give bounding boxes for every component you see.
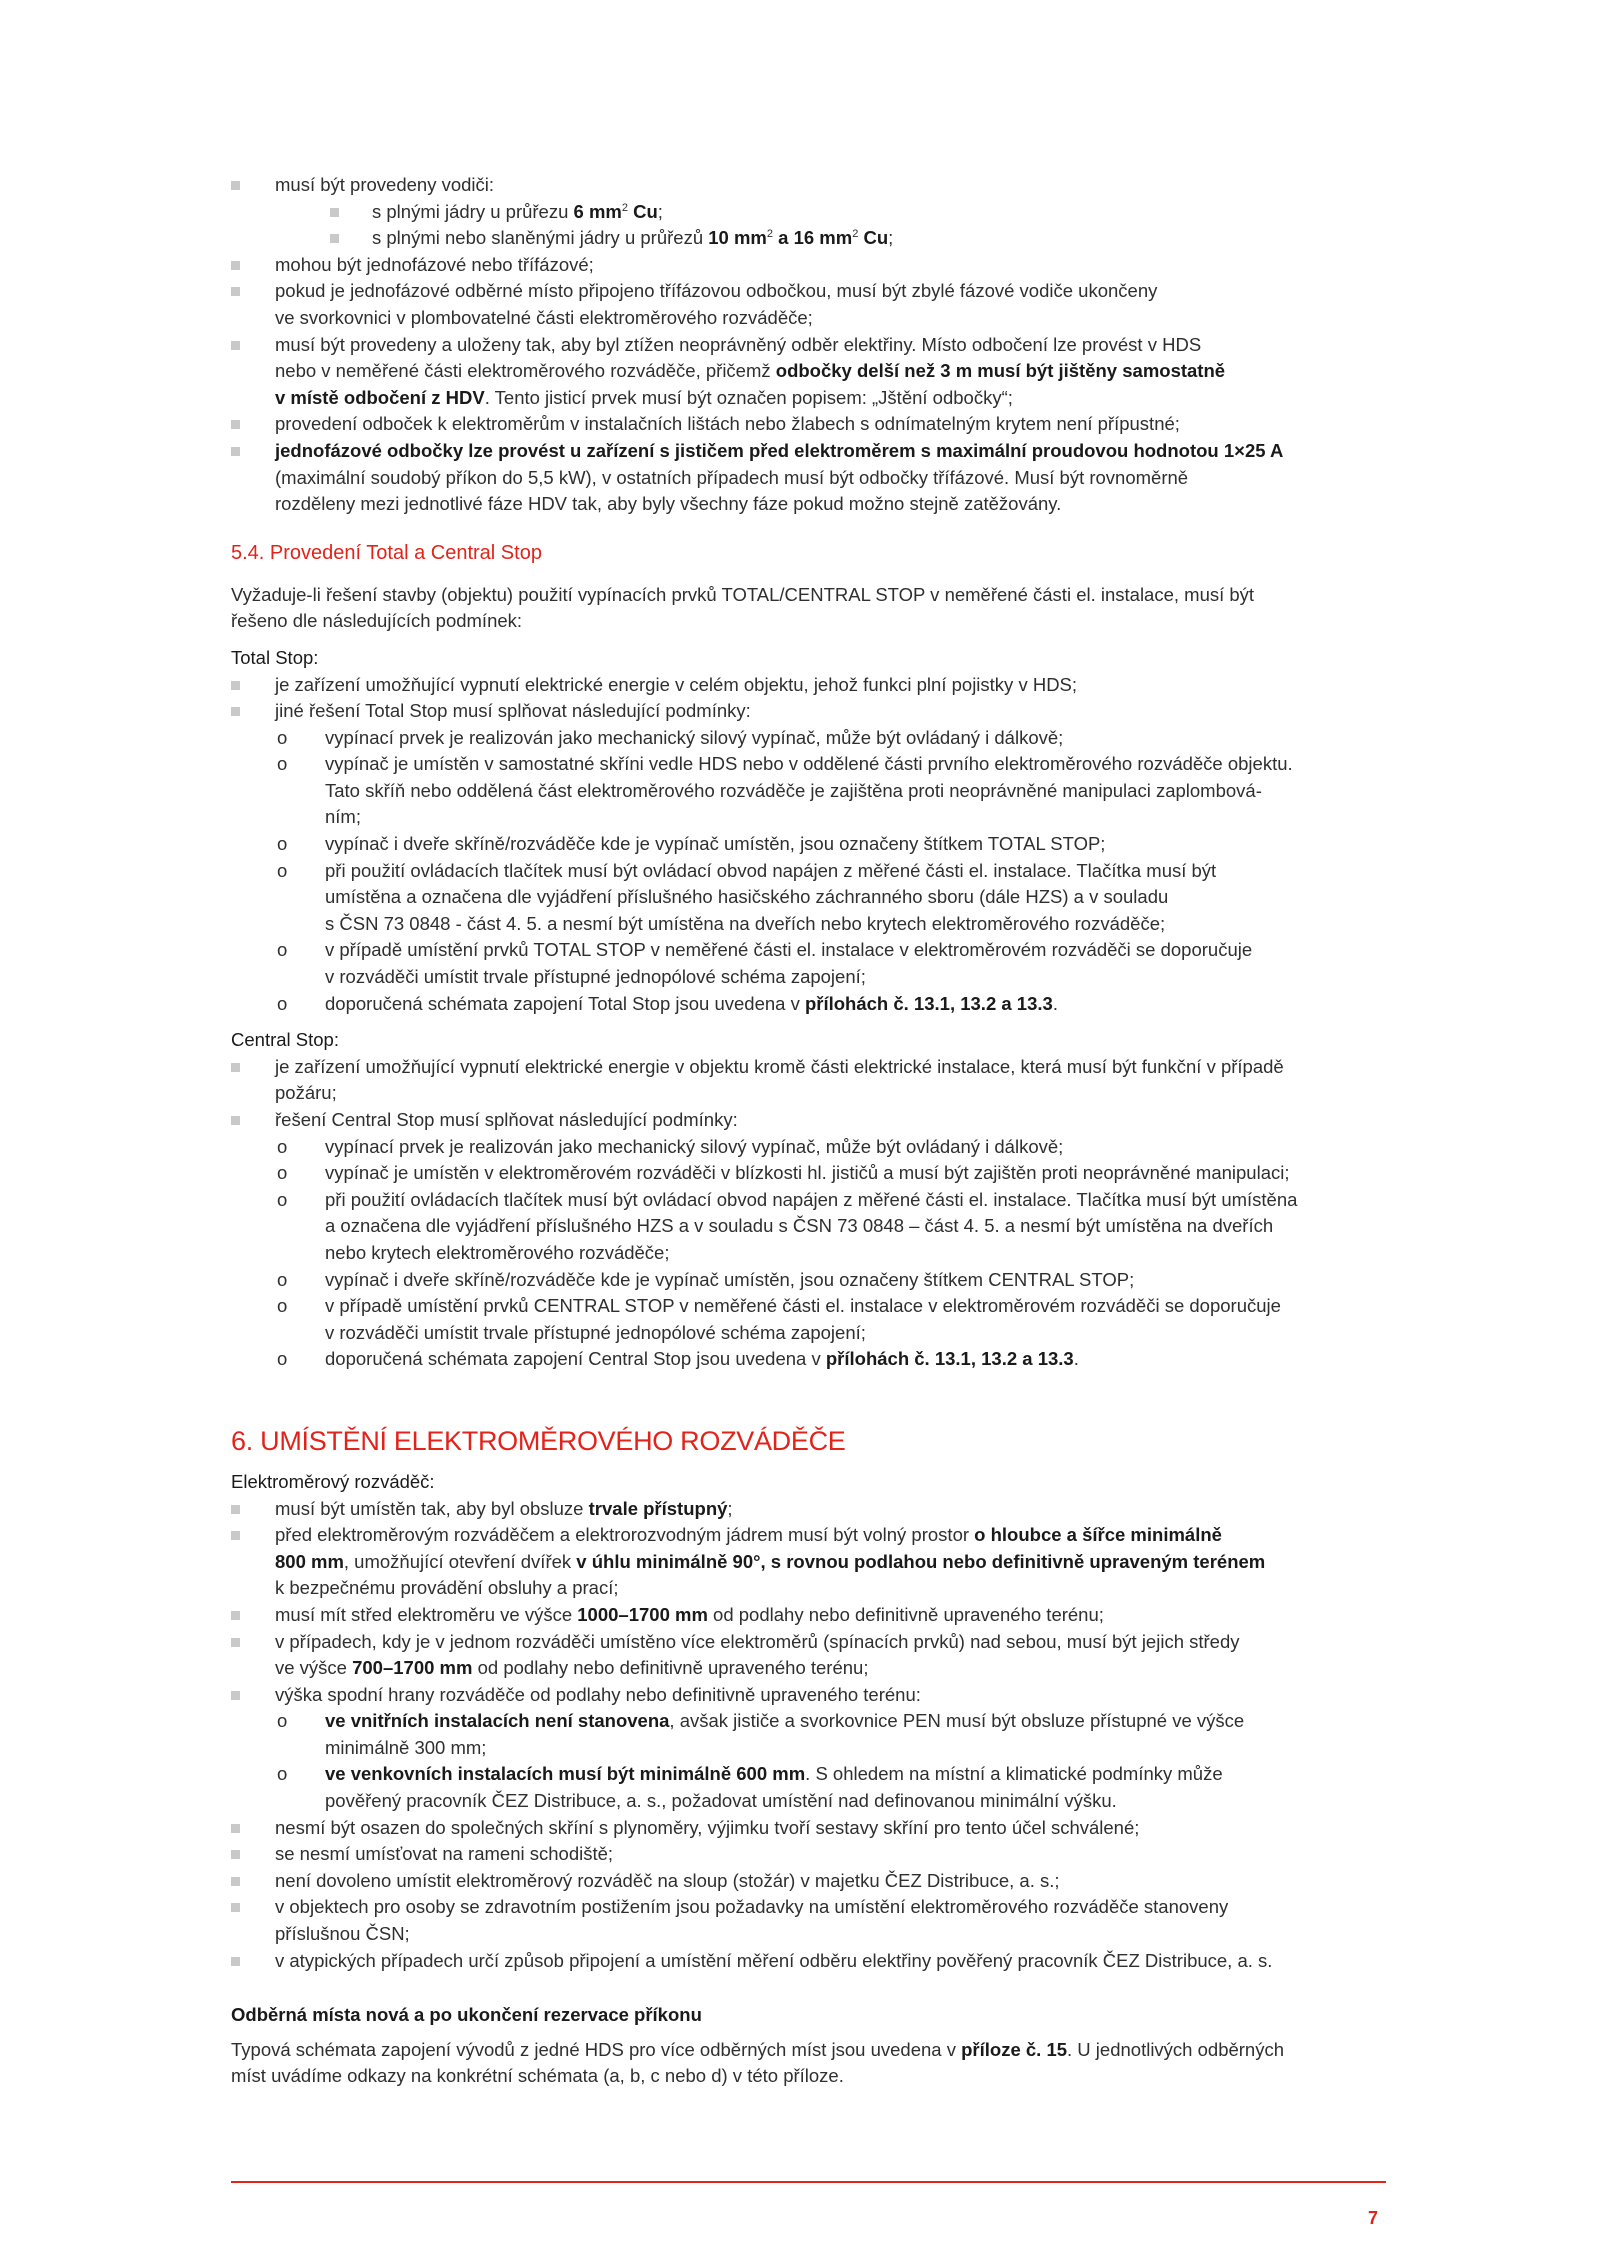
list-item: [231, 1267, 1386, 1294]
list-item-text: ;: [888, 227, 894, 249]
circle-bullet-icon: o: [277, 753, 288, 775]
list-item: [231, 438, 1386, 518]
meter-cabinet-list: [231, 1496, 1386, 1975]
list-item-text: s plnými nebo slaněnými jádry u průřezů: [372, 227, 709, 249]
circle-bullet-icon: o: [277, 1162, 288, 1184]
list-item-text: není dovoleno umístit elektroměrový rozváděč na sloup (stožár) v majetku ČEZ Distribuce, a. s.;: [275, 1869, 1060, 1891]
square-bullet-icon: [330, 208, 339, 217]
list-item: [231, 725, 1386, 752]
list-item-text: 2: [852, 228, 859, 241]
circle-bullet-icon: o: [277, 1188, 288, 1210]
circle-bullet-icon: o: [277, 992, 288, 1014]
list-item: [231, 1134, 1386, 1161]
square-bullet-icon: [231, 1531, 240, 1540]
list-item-text: mohou být jednofázové nebo třífázové;: [275, 253, 594, 275]
section-5-4-intro: [231, 582, 1386, 635]
list-item-text: v rozváděči umístit trvale přístupné jednopólové schéma zapojení;: [325, 1321, 866, 1343]
list-item-text: (maximální soudobý příkon do 5,5 kW), v ostatních případech musí být odbočky třífázové. Musí být rovnoměrně: [275, 466, 1189, 488]
list-item-text: nesmí být osazen do společných skříní s plynoměry, výjimku tvoří sestavy skříní pro tento účel schválené;: [275, 1816, 1140, 1838]
square-bullet-icon: [231, 1877, 240, 1886]
list-item-text: doporučená schémata zapojení Central Stop jsou uvedena v: [325, 1348, 826, 1370]
list-item-text: Tato skříň nebo oddělená část elektroměrového rozváděče je zajištěna proti neoprávněné manipulaci zaplombová-: [325, 779, 1262, 801]
square-bullet-icon: [231, 1957, 240, 1966]
list-item-text: řešení Central Stop musí splňovat následující podmínky:: [275, 1109, 738, 1130]
delivery-points-heading: Odběrná místa nová a po ukončení rezervace příkonu: [231, 2004, 702, 2026]
delivery-text-part: Typová schémata zapojení vývodů z jedné HDS pro více odběrných míst jsou uvedena v: [231, 2038, 962, 2060]
chapter-6-title: 6. UMÍSTĚNÍ ELEKTROMĚROVÉHO ROZVÁDĚČE: [231, 1425, 846, 1456]
list-item-text: provedení odboček k elektroměrům v instalačních lištách nebo žlabech s odnímatelným krytem není přípustné;: [275, 413, 1180, 435]
square-bullet-icon: [231, 261, 240, 270]
list-item-text: . S ohledem na místní a klimatické podmínky může: [805, 1763, 1223, 1785]
list-item-text: pověřený pracovník ČEZ Distribuce, a. s., požadovat umístění nad definovanou minimální výšku.: [325, 1790, 1117, 1812]
list-item: [231, 1054, 1386, 1107]
list-item-text: Cu: [858, 227, 889, 249]
list-item-text: umístěna a označena dle vyjádření příslušného hasičského záchranného sboru (dále HZS) a v souladu: [325, 886, 1169, 908]
square-bullet-icon: [231, 1063, 240, 1072]
list-item-text: 700–1700 mm: [352, 1657, 473, 1679]
list-item-text: 2: [621, 201, 628, 214]
square-bullet-icon: [231, 420, 240, 429]
list-item-text: je zařízení umožňující vypnutí elektrické energie v celém objektu, jehož funkci plní pojistky v HDS;: [275, 673, 1078, 695]
list-item-text: pokud je jednofázové odběrné místo připojeno třífázovou odbočkou, musí být zbylé fázové vodiče ukončeny: [275, 280, 1158, 302]
list-item-text: .: [1073, 1348, 1079, 1370]
list-item: [231, 991, 1386, 1018]
list-item-text: přílohách č. 13.1, 13.2 a 13.3: [804, 992, 1053, 1014]
list-item-text: a 16 mm: [773, 227, 853, 249]
list-item: [231, 199, 1386, 226]
list-item-text: se nesmí umísťovat na rameni schodiště;: [275, 1843, 614, 1865]
list-item-text: v případě umístění prvků CENTRAL STOP v neměřené části el. instalace v elektroměrovém rozváděči se doporučuje: [325, 1295, 1281, 1317]
list-item-text: jednofázové odbočky lze provést u zařízení s jističem před elektroměrem s maximální proudovou hodnotou 1×25 A: [275, 439, 1284, 461]
footer-divider: [231, 2181, 1386, 2183]
list-item: [231, 1160, 1386, 1187]
square-bullet-icon: [231, 1611, 240, 1620]
page-number: 7: [1368, 2208, 1379, 2228]
square-bullet-icon: [231, 1903, 240, 1912]
list-item: [231, 1522, 1386, 1602]
square-bullet-icon: [231, 181, 240, 190]
list-item-text: vypínač je umístěn v elektroměrovém rozváděči v blízkosti hl. jističů a musí být zajištěn proti neoprávněné manipulaci;: [325, 1162, 1290, 1184]
list-item-text: . Tento jisticí prvek musí být označen popisem: „Jštění odbočky“;: [484, 386, 1013, 408]
square-bullet-icon: [231, 341, 240, 350]
list-item: [231, 1602, 1386, 1629]
square-bullet-icon: [231, 1638, 240, 1647]
list-item-text: musí být umístěn tak, aby byl obsluze: [275, 1497, 589, 1519]
list-item-text: od podlahy nebo definitivně upraveného terénu;: [472, 1657, 869, 1679]
delivery-points-text: [231, 2037, 1386, 2090]
list-item-text: , umožňující otevření dvířek: [343, 1550, 577, 1572]
list-item: [231, 1948, 1386, 1975]
meter-cabinet-heading: Elektroměrový rozváděč:: [231, 1470, 435, 1492]
list-item-text: a označena dle vyjádření příslušného HZS a v souladu s ČSN 73 0848 – část 4. 5. a nesmí být umístěna na dveřích: [325, 1215, 1274, 1237]
list-item: [231, 278, 1386, 331]
list-item-text: od podlahy nebo definitivně upraveného terénu;: [707, 1603, 1104, 1625]
list-item-text: musí být provedeny vodiči:: [275, 174, 495, 195]
list-item-text: výška spodní hrany rozváděče od podlahy nebo definitivně upraveného terénu:: [275, 1683, 921, 1705]
list-item-text: v atypických případech určí způsob připojení a umístění měření odběru elektřiny pověřený pracovník ČEZ Distribuce, a. s.: [275, 1949, 1273, 1971]
list-item: [231, 1841, 1386, 1868]
square-bullet-icon: [231, 447, 240, 456]
list-item-text: ve venkovních instalacích musí být minimálně 600 mm: [325, 1763, 806, 1785]
list-item-text: rozděleny mezi jednotlivé fáze HDV tak, aby byly všechny fáze pokud možno stejně zatěžovány.: [275, 493, 1062, 515]
list-item: [231, 858, 1386, 938]
square-bullet-icon: [231, 707, 240, 716]
circle-bullet-icon: o: [277, 726, 288, 748]
circle-bullet-icon: o: [277, 1268, 288, 1290]
list-item: [231, 411, 1386, 438]
list-item: [231, 1346, 1386, 1373]
list-item: [231, 1708, 1386, 1761]
square-bullet-icon: [330, 234, 339, 243]
list-item-text: v místě odbočení z HDV: [275, 386, 485, 408]
list-item-text: jiné řešení Total Stop musí splňovat následující podmínky:: [275, 700, 751, 722]
list-item-text: 2: [766, 228, 773, 241]
list-item: [231, 252, 1386, 279]
intro-line-2: řešeno dle následujících podmínek:: [231, 610, 523, 632]
list-item-text: ve svorkovnici v plombovatelné části elektroměrového rozváděče;: [275, 306, 813, 328]
document-page: [231, 172, 1386, 2090]
list-item: [231, 698, 1386, 725]
circle-bullet-icon: o: [277, 1763, 288, 1785]
list-item-text: vypínací prvek je realizován jako mechanický silový vypínač, může být ovládaný i dálkově;: [325, 726, 1064, 748]
list-item-text: odbočky delší než 3 m musí být jištěny samostatně: [775, 360, 1226, 382]
conductor-requirements-list: [231, 172, 1386, 518]
list-item-text: musí být provedeny a uloženy tak, aby byl ztížen neoprávněný odběr elektřiny. Místo odbočení lze provést v HDS: [275, 333, 1202, 355]
square-bullet-icon: [231, 1116, 240, 1125]
square-bullet-icon: [231, 287, 240, 296]
list-item-text: příslušnou ČSN;: [275, 1923, 410, 1945]
appendix-reference: příloze č. 15: [961, 2038, 1068, 2060]
list-item-text: v případě umístění prvků TOTAL STOP v neměřené části el. instalace v elektroměrovém rozváděči se doporučuje: [325, 939, 1253, 961]
list-item-text: v úhlu minimálně 90°, s rovnou podlahou nebo definitivně upraveným terénem: [576, 1550, 1266, 1572]
circle-bullet-icon: o: [277, 1710, 288, 1732]
list-item: [231, 1629, 1386, 1682]
list-item: [231, 1815, 1386, 1842]
list-item-text: 1000–1700 mm: [577, 1603, 708, 1625]
list-item-text: .: [1052, 992, 1058, 1014]
square-bullet-icon: [231, 1824, 240, 1833]
list-item-text: ve výšce: [275, 1657, 353, 1679]
total-stop-list: [231, 672, 1386, 1018]
delivery-text-part: . U jednotlivých odběrných: [1067, 2038, 1285, 2060]
list-item-text: k bezpečnému provádění obsluhy a prací;: [275, 1577, 619, 1599]
list-item-text: před elektroměrovým rozváděčem a elektrorozvodným jádrem musí být volný prostor: [275, 1524, 975, 1546]
list-item-text: ním;: [325, 806, 361, 828]
circle-bullet-icon: o: [277, 1135, 288, 1157]
list-item-text: v případech, kdy je v jednom rozváděči umístěno více elektroměrů (spínacích prvků) nad sebou, musí být jejich středy: [275, 1630, 1240, 1652]
list-item-text: musí mít střed elektroměru ve výšce: [275, 1603, 578, 1625]
list-item: [231, 1761, 1386, 1814]
list-item: [231, 1868, 1386, 1895]
list-item: [231, 672, 1386, 699]
list-item: [231, 937, 1386, 990]
list-item: [231, 1187, 1386, 1267]
list-item-text: , avšak jističe a svorkovnice PEN musí být obsluze přístupné ve výšce: [669, 1710, 1245, 1732]
list-item-text: 6 mm: [573, 200, 622, 222]
list-item: [231, 172, 1386, 199]
delivery-text-line-2: míst uvádíme odkazy na konkrétní schémata (a, b, c nebo d) v této příloze.: [231, 2065, 844, 2087]
central-stop-heading: Central Stop:: [231, 1029, 339, 1051]
list-item-text: trvale přístupný: [588, 1497, 728, 1519]
square-bullet-icon: [231, 1850, 240, 1859]
circle-bullet-icon: o: [277, 1348, 288, 1370]
list-item-text: s plnými jádry u průřezu: [372, 200, 574, 222]
list-item-text: nebo v neměřené části elektroměrového rozváděče, přičemž: [275, 360, 776, 382]
list-item-text: 800 mm: [275, 1550, 344, 1572]
list-item-text: přílohách č. 13.1, 13.2 a 13.3: [825, 1348, 1074, 1370]
list-item: [231, 751, 1386, 831]
circle-bullet-icon: o: [277, 939, 288, 961]
intro-line-1: Vyžaduje-li řešení stavby (objektu) použití vypínacích prvků TOTAL/CENTRAL STOP v neměřené části el. instalace, musí být: [231, 583, 1255, 605]
list-item: [231, 1293, 1386, 1346]
list-item-text: s ČSN 73 0848 - část 4. 5. a nesmí být umístěna na dveřích nebo krytech elektroměrového rozváděče;: [325, 912, 1166, 934]
list-item-text: vypínač i dveře skříně/rozváděče kde je vypínač umístěn, jsou označeny štítkem CENTRAL STOP;: [325, 1268, 1135, 1290]
list-item-text: ;: [727, 1497, 733, 1519]
list-item-text: minimálně 300 mm;: [325, 1736, 487, 1758]
list-item: [231, 332, 1386, 412]
list-item-text: nebo krytech elektroměrového rozváděče;: [325, 1241, 670, 1263]
list-item: [231, 225, 1386, 252]
list-item: [231, 1894, 1386, 1947]
circle-bullet-icon: o: [277, 1295, 288, 1317]
list-item: [231, 1496, 1386, 1523]
list-item-text: vypínač i dveře skříně/rozváděče kde je vypínač umístěn, jsou označeny štítkem TOTAL STOP;: [325, 833, 1106, 855]
list-item: [231, 831, 1386, 858]
list-item-text: ;: [657, 200, 663, 222]
list-item-text: vypínací prvek je realizován jako mechanický silový vypínač, může být ovládaný i dálkově;: [325, 1135, 1064, 1157]
square-bullet-icon: [231, 1505, 240, 1514]
list-item-text: ve vnitřních instalacích není stanovena: [325, 1710, 670, 1732]
list-item-text: 10 mm: [708, 227, 767, 249]
central-stop-list: [231, 1054, 1386, 1373]
square-bullet-icon: [231, 681, 240, 690]
circle-bullet-icon: o: [277, 833, 288, 855]
section-title-5-4: 5.4. Provedení Total a Central Stop: [231, 541, 542, 564]
square-bullet-icon: [231, 1691, 240, 1700]
circle-bullet-icon: o: [277, 859, 288, 881]
list-item-text: je zařízení umožňující vypnutí elektrické energie v objektu kromě části elektrické instalace, která musí být funkční v případě: [275, 1055, 1284, 1077]
list-item-text: při použití ovládacích tlačítek musí být ovládací obvod napájen z měřené části el. instalace. Tlačítka musí být umístěna: [325, 1188, 1298, 1210]
list-item: [231, 1107, 1386, 1134]
list-item-text: při použití ovládacích tlačítek musí být ovládací obvod napájen z měřené části el. instalace. Tlačítka musí být: [325, 859, 1217, 881]
list-item-text: požáru;: [275, 1082, 337, 1104]
list-item-text: v objektech pro osoby se zdravotním postižením jsou požadavky na umístění elektroměrového rozváděče stanoveny: [275, 1896, 1229, 1918]
list-item-text: vypínač je umístěn v samostatné skříni vedle HDS nebo v oddělené části prvního elektroměrového rozváděče objektu.: [325, 753, 1293, 775]
list-item-text: v rozváděči umístit trvale přístupné jednopólové schéma zapojení;: [325, 966, 866, 988]
list-item-text: o hloubce a šířce minimálně: [974, 1524, 1222, 1546]
total-stop-heading: Total Stop:: [231, 646, 319, 668]
list-item-text: doporučená schémata zapojení Total Stop jsou uvedena v: [325, 992, 805, 1014]
list-item-text: Cu: [627, 200, 658, 222]
list-item: [231, 1682, 1386, 1709]
